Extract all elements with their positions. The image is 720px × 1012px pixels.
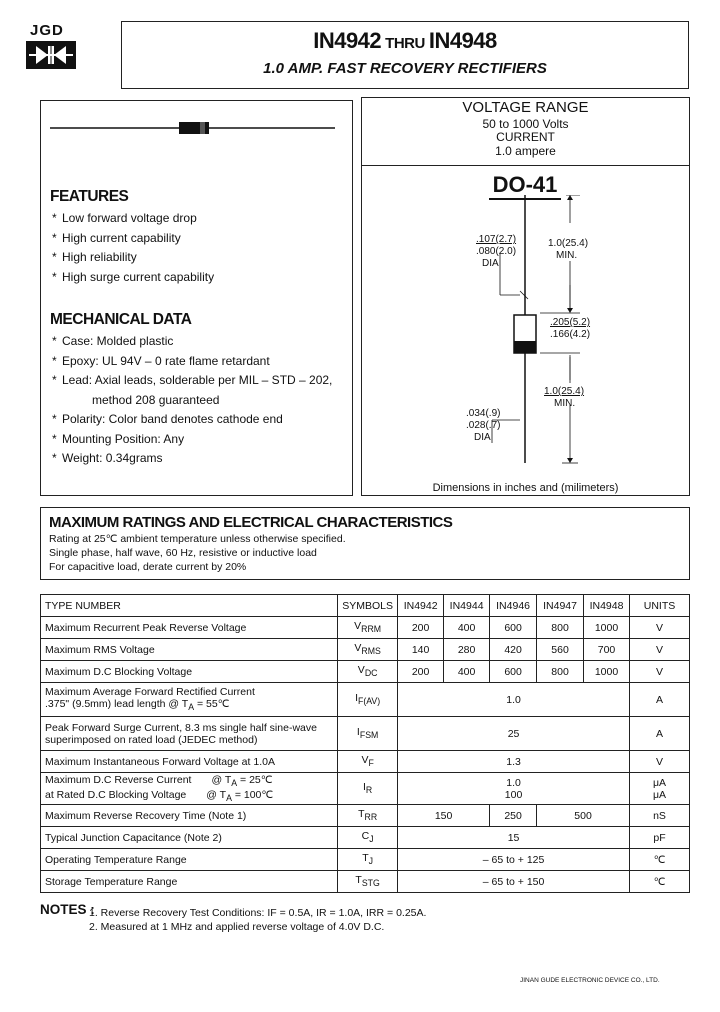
mechanical-heading: MECHANICAL DATA <box>50 311 192 328</box>
table-row: Maximum D.C Reverse Current @ $T_A$ = 25℃ at Rated D.C Blocking Voltage @ $T_A$ = 100℃ $I_R$ 1.0 100 μA μA <box>41 773 690 805</box>
wire-dia-label: DIA <box>474 432 491 443</box>
lead-len-min-top: MIN. <box>556 250 578 261</box>
logo-text: JGD <box>30 22 64 39</box>
lead-len-top: 1.0(25.4) <box>548 238 589 249</box>
header-part: IN4946 <box>490 595 537 617</box>
table-row: Maximum Recurrent Peak Reverse Voltage $V_{RRM}$ 200 400 600 800 1000 V <box>41 617 690 639</box>
spec-table <box>40 594 690 893</box>
page-title <box>121 28 689 54</box>
table-row: Maximum Instantaneous Forward Voltage at 1.0A $V_F$ 1.3 V <box>41 751 690 773</box>
mechanical-list <box>52 332 332 469</box>
footer-company: JINAN GUDE ELECTRONIC DEVICE CO., LTD. <box>520 977 660 984</box>
header-part: IN4944 <box>444 595 490 617</box>
lead-dia-top: .107(2.7) <box>476 234 517 245</box>
part-to: IN4948 <box>428 28 497 53</box>
mechanical-item: * Mounting Position: Any <box>52 431 185 446</box>
logo-diode-icon <box>26 41 76 69</box>
lead-dia-bottom: .080(2.0) <box>476 246 517 257</box>
table-row: Peak Forward Surge Current, 8.3 ms single half sine-wave superimposed on rated load (JEDEC method) $I_{FSM}$ 25 A <box>41 717 690 751</box>
note-2: 2. Measured at 1 MHz and applied reverse voltage of 4.0V D.C. <box>89 921 385 933</box>
ratings-note: For capacitive load, derate current by 20% <box>49 561 247 573</box>
feature-item: * High current capability <box>52 230 181 245</box>
table-row: Maximum Reverse Recovery Time (Note 1) $T_{RR}$ 150 250 500 nS <box>41 805 690 827</box>
mechanical-item: * Polarity: Color band denotes cathode end <box>52 412 283 426</box>
header-part: IN4948 <box>584 595 630 617</box>
table-row: Typical Junction Capacitance (Note 2) $C_J$ 15 pF <box>41 827 690 849</box>
table-row: Operating Temperature Range $T_J$ – 65 to + 125 ℃ <box>41 849 690 871</box>
header-part: IN4947 <box>537 595 584 617</box>
table-row: Storage Temperature Range $T_{STG}$ – 65 to + 150 ℃ <box>41 871 690 893</box>
wire-dia-bottom: .028(.7) <box>466 420 501 431</box>
header-units: UNITS <box>630 595 690 617</box>
ratings-note: Single phase, half wave, 60 Hz, resistive or inductive load <box>49 547 317 559</box>
table-row: Maximum D.C Blocking Voltage $V_{DC}$ 200 400 600 800 1000 V <box>41 661 690 683</box>
lead-dia-label: DIA <box>482 258 499 269</box>
lead-len-min-bottom: MIN. <box>554 398 576 409</box>
feature-item: * High reliability <box>52 250 137 264</box>
header-part: IN4942 <box>398 595 444 617</box>
diode-drawing <box>50 118 340 138</box>
current-value: 1.0 ampere <box>495 144 556 158</box>
ratings-title: MAXIMUM RATINGS AND ELECTRICAL CHARACTERISTICS <box>49 514 453 531</box>
current-heading: CURRENT <box>496 130 555 144</box>
features-list <box>52 209 214 287</box>
feature-item: * Low forward voltage drop <box>52 211 197 225</box>
part-from: IN4942 <box>313 28 382 53</box>
dims-caption: Dimensions in inches and (milimeters) <box>432 482 619 494</box>
note-1: 1. Reverse Recovery Test Conditions: IF = 0.5A, IR = 1.0A, IRR = 0.25A. <box>89 907 427 919</box>
package-name: DO-41 <box>489 172 561 200</box>
table-header-row <box>41 595 690 617</box>
ratings-note: Rating at 25℃ ambient temperature unless otherwise specified. <box>49 533 346 545</box>
body-len-bottom: .166(4.2) <box>550 329 591 340</box>
divider <box>361 165 690 166</box>
page-subtitle: 1.0 AMP. FAST RECOVERY RECTIFIERS <box>263 60 547 77</box>
body-len-top: .205(5.2) <box>550 317 591 328</box>
mechanical-item: * Lead: Axial leads, solderable per MIL – STD – 202, <box>52 373 333 387</box>
notes-label: NOTES : <box>40 902 95 917</box>
header-symbols: SYMBOLS <box>338 595 398 617</box>
feature-item: * High surge current capability <box>52 269 215 284</box>
table-row: Maximum Average Forward Rectified Current .375" (9.5mm) lead length @ $T_A$ = 55℃ $I_{F(AV)}$ 1.0 A <box>41 683 690 717</box>
thru-word: THRU <box>385 35 425 52</box>
mechanical-item-cont: method 208 guaranteed <box>92 392 220 407</box>
lead-len-bottom: 1.0(25.4) <box>544 386 585 397</box>
mechanical-item: * Weight: 0.34grams <box>52 451 163 465</box>
features-heading: FEATURES <box>50 188 129 205</box>
mechanical-item: * Epoxy: UL 94V – 0 rate flame retardant <box>52 353 270 368</box>
wire-dia-top: .034(.9) <box>466 408 501 419</box>
voltage-range-heading: VOLTAGE RANGE <box>462 99 589 116</box>
table-row: Maximum RMS Voltage $V_{RMS}$ 140 280 420 560 700 V <box>41 639 690 661</box>
voltage-range-value: 50 to 1000 Volts <box>482 117 569 131</box>
header-type-number: TYPE NUMBER <box>41 595 338 617</box>
mechanical-item: * Case: Molded plastic <box>52 334 174 348</box>
